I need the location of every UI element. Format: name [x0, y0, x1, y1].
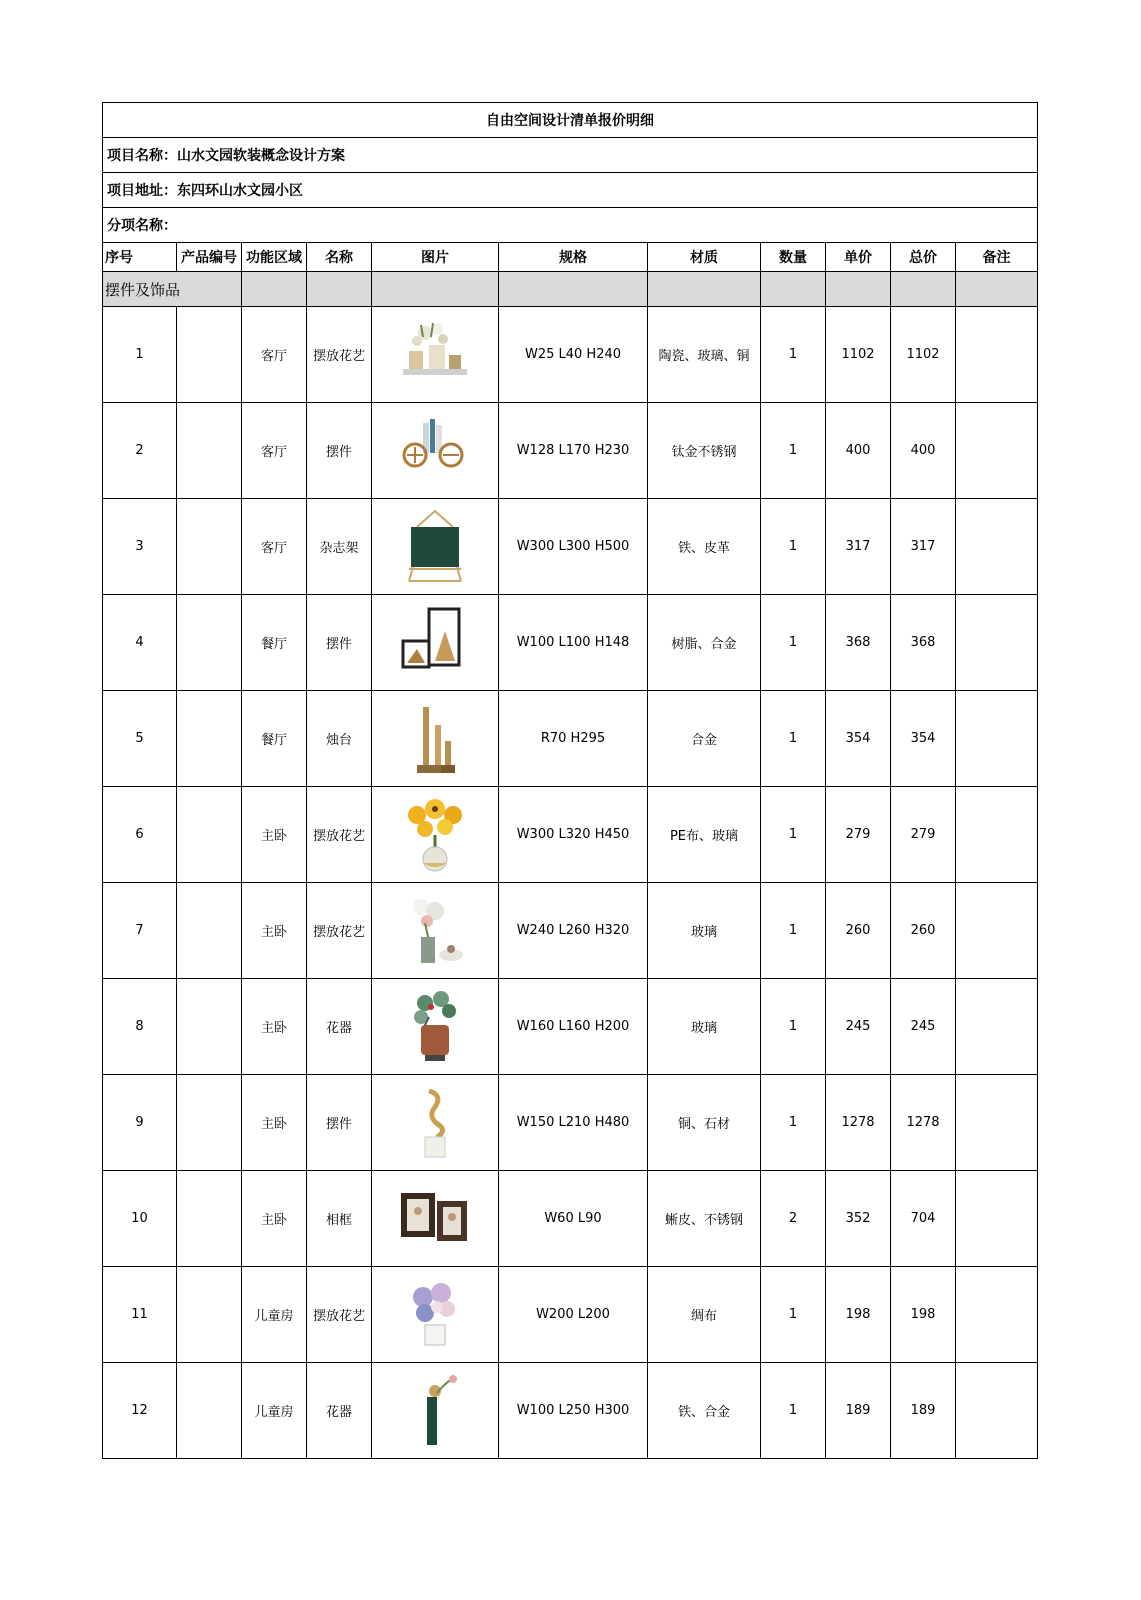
cell-area: 主卧	[242, 883, 307, 979]
header-cell-total: 总价	[891, 243, 956, 272]
cell-image	[372, 787, 499, 883]
magazine-rack-icon	[372, 509, 498, 585]
cell-area: 主卧	[242, 979, 307, 1075]
table-row	[103, 499, 1038, 595]
cell-name: 摆放花艺	[307, 883, 372, 979]
cell-qty: 1	[761, 1267, 826, 1363]
cell-no: 8	[103, 979, 177, 1075]
cell-image	[372, 883, 499, 979]
cell-area: 客厅	[242, 499, 307, 595]
cell-total: 354	[891, 691, 956, 787]
cell-total: 189	[891, 1363, 956, 1459]
sculpture-ornament-icon	[372, 1085, 498, 1161]
cell-note	[956, 499, 1038, 595]
cell-spec: R70 H295	[499, 691, 648, 787]
cell-code	[177, 595, 242, 691]
header-cell-note: 备注	[956, 243, 1038, 272]
cell-no: 6	[103, 787, 177, 883]
cell-name: 花器	[307, 979, 372, 1075]
cell-area: 主卧	[242, 1171, 307, 1267]
cell-qty: 1	[761, 307, 826, 403]
cell-unit-price: 245	[826, 979, 891, 1075]
cell-note	[956, 595, 1038, 691]
wall-vase-icon	[372, 1373, 498, 1449]
cell-total: 245	[891, 979, 956, 1075]
cell-code	[177, 403, 242, 499]
cell-material: 陶瓷、玻璃、铜	[648, 307, 761, 403]
cell-spec: W300 L300 H500	[499, 499, 648, 595]
cell-material: 铁、合金	[648, 1363, 761, 1459]
cell-unit-price: 260	[826, 883, 891, 979]
cell-total: 400	[891, 403, 956, 499]
cell-name: 摆放花艺	[307, 307, 372, 403]
cell-image	[372, 979, 499, 1075]
cell-area: 儿童房	[242, 1267, 307, 1363]
cell-area: 客厅	[242, 307, 307, 403]
cell-name: 摆放花艺	[307, 787, 372, 883]
cell-spec: W300 L320 H450	[499, 787, 648, 883]
cell-note	[956, 1363, 1038, 1459]
cell-material: 树脂、合金	[648, 595, 761, 691]
category-row	[103, 272, 1038, 307]
cell-note	[956, 1075, 1038, 1171]
cell-qty: 1	[761, 403, 826, 499]
cell-code	[177, 1171, 242, 1267]
cell-unit-price: 198	[826, 1267, 891, 1363]
cell-qty: 1	[761, 499, 826, 595]
cell-area: 儿童房	[242, 1363, 307, 1459]
cell-no: 10	[103, 1171, 177, 1267]
header-cell-material: 材质	[648, 243, 761, 272]
cell-name: 杂志架	[307, 499, 372, 595]
table-row	[103, 691, 1038, 787]
cell-note	[956, 1267, 1038, 1363]
header-cell-no: 序号	[103, 243, 177, 272]
cell-note	[956, 883, 1038, 979]
copper-vase-icon	[372, 989, 498, 1065]
table-row	[103, 1267, 1038, 1363]
white-flower-vase-icon	[372, 893, 498, 969]
cell-image	[372, 1363, 499, 1459]
cell-no: 7	[103, 883, 177, 979]
cell-code	[177, 787, 242, 883]
cell-qty: 1	[761, 1075, 826, 1171]
cell-note	[956, 691, 1038, 787]
cell-total: 279	[891, 787, 956, 883]
cell-qty: 1	[761, 595, 826, 691]
header-cell-area: 功能区域	[242, 243, 307, 272]
cell-qty: 1	[761, 787, 826, 883]
cell-name: 摆件	[307, 595, 372, 691]
cell-spec: W150 L210 H480	[499, 1075, 648, 1171]
cell-qty: 1	[761, 1363, 826, 1459]
cell-spec: W128 L170 H230	[499, 403, 648, 499]
cell-code	[177, 1267, 242, 1363]
cell-unit-price: 1278	[826, 1075, 891, 1171]
bookend-ornament-icon	[372, 413, 498, 489]
cell-unit-price: 400	[826, 403, 891, 499]
cell-qty: 2	[761, 1171, 826, 1267]
table-row	[103, 403, 1038, 499]
cell-code	[177, 1075, 242, 1171]
cell-qty: 1	[761, 691, 826, 787]
cell-unit-price: 354	[826, 691, 891, 787]
cell-no: 12	[103, 1363, 177, 1459]
geometric-frame-ornament-icon	[372, 605, 498, 681]
cell-unit-price: 1102	[826, 307, 891, 403]
cell-no: 3	[103, 499, 177, 595]
cell-spec: W160 L160 H200	[499, 979, 648, 1075]
header-row	[103, 243, 1038, 272]
cell-unit-price: 317	[826, 499, 891, 595]
table-row	[103, 1075, 1038, 1171]
header-cell-name: 名称	[307, 243, 372, 272]
cell-note	[956, 307, 1038, 403]
table-row	[103, 979, 1038, 1075]
cell-spec: W200 L200	[499, 1267, 648, 1363]
sub-item-name: 分项名称：	[103, 208, 1038, 243]
candle-holder-icon	[372, 701, 498, 777]
cell-image	[372, 307, 499, 403]
cell-unit-price: 352	[826, 1171, 891, 1267]
cell-no: 4	[103, 595, 177, 691]
cell-material: 玻璃	[648, 883, 761, 979]
table-row	[103, 595, 1038, 691]
cell-qty: 1	[761, 979, 826, 1075]
table-row	[103, 307, 1038, 403]
cell-image	[372, 1075, 499, 1171]
cell-area: 餐厅	[242, 691, 307, 787]
cell-area: 主卧	[242, 1075, 307, 1171]
cell-spec: W100 L250 H300	[499, 1363, 648, 1459]
table-row	[103, 787, 1038, 883]
purple-flower-arrangement-icon	[372, 1277, 498, 1353]
cell-code	[177, 979, 242, 1075]
cell-total: 1102	[891, 307, 956, 403]
header-cell-code: 产品编号	[177, 243, 242, 272]
cell-image	[372, 1171, 499, 1267]
cell-code	[177, 883, 242, 979]
cell-material: PE布、玻璃	[648, 787, 761, 883]
table-row	[103, 1363, 1038, 1459]
cell-no: 11	[103, 1267, 177, 1363]
cell-spec: W100 L100 H148	[499, 595, 648, 691]
cell-area: 客厅	[242, 403, 307, 499]
sheet-title: 自由空间设计清单报价明细	[103, 103, 1038, 138]
cell-material: 钛金不锈钢	[648, 403, 761, 499]
cell-image	[372, 499, 499, 595]
cell-unit-price: 279	[826, 787, 891, 883]
cell-spec: W60 L90	[499, 1171, 648, 1267]
cell-note	[956, 979, 1038, 1075]
cell-image	[372, 403, 499, 499]
cell-name: 摆件	[307, 1075, 372, 1171]
cell-material: 玻璃	[648, 979, 761, 1075]
cell-total: 198	[891, 1267, 956, 1363]
cell-name: 烛台	[307, 691, 372, 787]
header-cell-image: 图片	[372, 243, 499, 272]
cell-note	[956, 787, 1038, 883]
cell-spec: W25 L40 H240	[499, 307, 648, 403]
cell-area: 餐厅	[242, 595, 307, 691]
cell-no: 2	[103, 403, 177, 499]
cell-area: 主卧	[242, 787, 307, 883]
cell-note	[956, 403, 1038, 499]
cell-no: 5	[103, 691, 177, 787]
sunflower-vase-icon	[372, 797, 498, 873]
header-cell-unit-price: 单价	[826, 243, 891, 272]
category-label: 摆件及饰品	[103, 272, 242, 307]
cell-total: 260	[891, 883, 956, 979]
cell-unit-price: 189	[826, 1363, 891, 1459]
table-row	[103, 883, 1038, 979]
cell-image	[372, 595, 499, 691]
cell-material: 铁、皮革	[648, 499, 761, 595]
cell-image	[372, 691, 499, 787]
cell-total: 317	[891, 499, 956, 595]
cell-total: 704	[891, 1171, 956, 1267]
cell-material: 合金	[648, 691, 761, 787]
cell-material: 蜥皮、不锈钢	[648, 1171, 761, 1267]
project-address: 项目地址：东四环山水文园小区	[103, 173, 1038, 208]
header-cell-qty: 数量	[761, 243, 826, 272]
table-row	[103, 1171, 1038, 1267]
cell-no: 1	[103, 307, 177, 403]
flower-arrangement-icon	[372, 317, 498, 393]
cell-name: 花器	[307, 1363, 372, 1459]
cell-name: 摆件	[307, 403, 372, 499]
cell-code	[177, 1363, 242, 1459]
cell-no: 9	[103, 1075, 177, 1171]
cell-code	[177, 691, 242, 787]
cell-material: 铜、石材	[648, 1075, 761, 1171]
cell-name: 相框	[307, 1171, 372, 1267]
cell-unit-price: 368	[826, 595, 891, 691]
photo-frame-icon	[372, 1181, 498, 1257]
cell-spec: W240 L260 H320	[499, 883, 648, 979]
cell-name: 摆放花艺	[307, 1267, 372, 1363]
cell-material: 绸布	[648, 1267, 761, 1363]
cell-code	[177, 307, 242, 403]
cell-total: 1278	[891, 1075, 956, 1171]
cell-total: 368	[891, 595, 956, 691]
cell-image	[372, 1267, 499, 1363]
project-name: 项目名称：山水文园软装概念设计方案	[103, 138, 1038, 173]
cell-note	[956, 1171, 1038, 1267]
header-cell-spec: 规格	[499, 243, 648, 272]
cell-code	[177, 499, 242, 595]
cell-qty: 1	[761, 883, 826, 979]
quotation-table	[102, 102, 1038, 1459]
